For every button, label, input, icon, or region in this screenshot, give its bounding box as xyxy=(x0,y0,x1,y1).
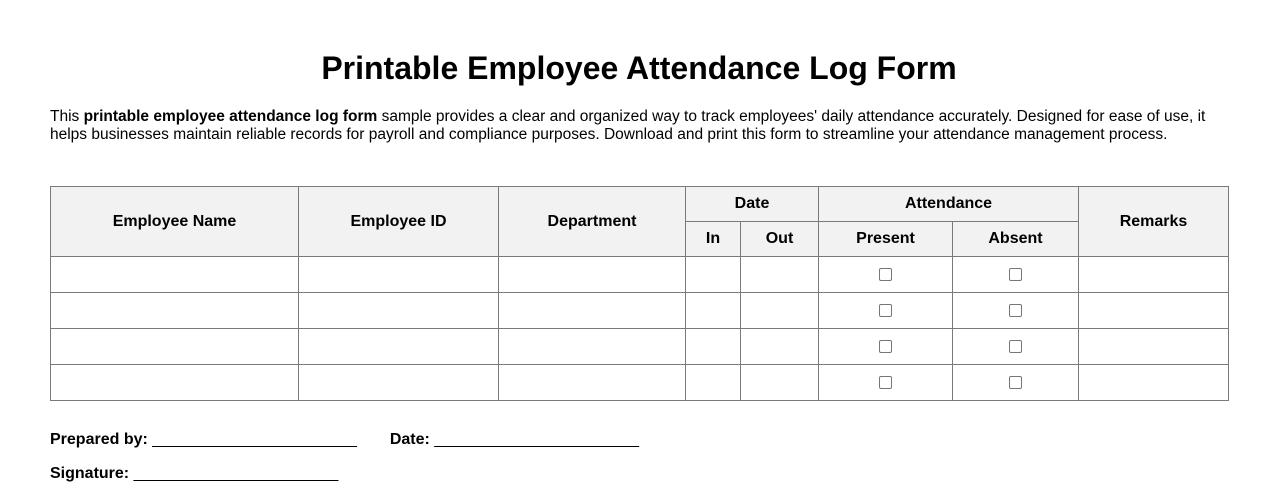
present-checkbox[interactable] xyxy=(879,304,892,317)
intro-lead: This xyxy=(50,108,84,125)
header-remarks: Remarks xyxy=(1079,187,1229,257)
cell-remarks[interactable] xyxy=(1079,293,1229,329)
signature-label: Signature: xyxy=(50,465,130,482)
signature-field[interactable]: _______________________ xyxy=(133,465,339,482)
header-present: Present xyxy=(819,222,953,257)
absent-checkbox[interactable] xyxy=(1009,304,1022,317)
cell-in[interactable] xyxy=(686,365,741,401)
header-department: Department xyxy=(499,187,686,257)
absent-checkbox[interactable] xyxy=(1009,268,1022,281)
present-checkbox[interactable] xyxy=(879,268,892,281)
cell-employee-name[interactable] xyxy=(51,329,299,365)
cell-remarks[interactable] xyxy=(1079,365,1229,401)
page-title: Printable Employee Attendance Log Form xyxy=(321,50,957,86)
cell-employee-name[interactable] xyxy=(51,365,299,401)
header-date: Date xyxy=(686,187,819,222)
prepared-by-row xyxy=(50,431,639,449)
cell-absent xyxy=(953,293,1079,329)
header-absent: Absent xyxy=(953,222,1079,257)
cell-department[interactable] xyxy=(499,365,686,401)
date-label: Date: xyxy=(389,431,430,448)
intro-bold-phrase: printable employee attendance log form xyxy=(83,108,378,125)
table-row xyxy=(51,257,1229,293)
cell-present xyxy=(819,329,953,365)
header-employee-id: Employee ID xyxy=(299,187,499,257)
header-out: Out xyxy=(741,222,819,257)
cell-in[interactable] xyxy=(686,257,741,293)
table-row xyxy=(51,329,1229,365)
absent-checkbox[interactable] xyxy=(1009,376,1022,389)
header-attendance: Attendance xyxy=(819,187,1079,222)
prepared-by-field[interactable]: _______________________ xyxy=(152,431,357,448)
cell-out[interactable] xyxy=(741,365,819,401)
cell-in[interactable] xyxy=(686,293,741,329)
cell-department[interactable] xyxy=(499,329,686,365)
present-checkbox[interactable] xyxy=(879,376,892,389)
cell-employee-id[interactable] xyxy=(299,257,499,293)
cell-department[interactable] xyxy=(499,293,686,329)
cell-absent xyxy=(953,365,1079,401)
absent-checkbox[interactable] xyxy=(1009,340,1022,353)
prepared-by-label: Prepared by: xyxy=(50,431,148,448)
cell-remarks[interactable] xyxy=(1079,257,1229,293)
intro-rest: sample provides a clear and organized way to track employees' daily attendance accurately. Designed for ease of use, it helps businesses maintain reliable records for payroll and compliance purposes. Download and print this form to streamline your attendance management process. xyxy=(50,108,1206,143)
cell-out[interactable] xyxy=(741,293,819,329)
cell-present xyxy=(819,257,953,293)
table-row xyxy=(51,293,1229,329)
cell-in[interactable] xyxy=(686,329,741,365)
cell-absent xyxy=(953,257,1079,293)
cell-employee-id[interactable] xyxy=(299,365,499,401)
header-in: In xyxy=(686,222,741,257)
cell-present xyxy=(819,365,953,401)
cell-out[interactable] xyxy=(741,329,819,365)
header-employee-name: Employee Name xyxy=(51,187,299,257)
cell-employee-id[interactable] xyxy=(299,293,499,329)
date-field[interactable]: _______________________ xyxy=(434,431,639,448)
cell-employee-name[interactable] xyxy=(51,257,299,293)
cell-present xyxy=(819,293,953,329)
cell-department[interactable] xyxy=(499,257,686,293)
table-row xyxy=(51,365,1229,401)
attendance-log-table xyxy=(50,186,1229,401)
cell-out[interactable] xyxy=(741,257,819,293)
cell-employee-name[interactable] xyxy=(51,293,299,329)
cell-remarks[interactable] xyxy=(1079,329,1229,365)
cell-absent xyxy=(953,329,1079,365)
present-checkbox[interactable] xyxy=(879,340,892,353)
cell-employee-id[interactable] xyxy=(299,329,499,365)
intro-paragraph xyxy=(50,108,1210,144)
signature-row xyxy=(50,465,338,483)
